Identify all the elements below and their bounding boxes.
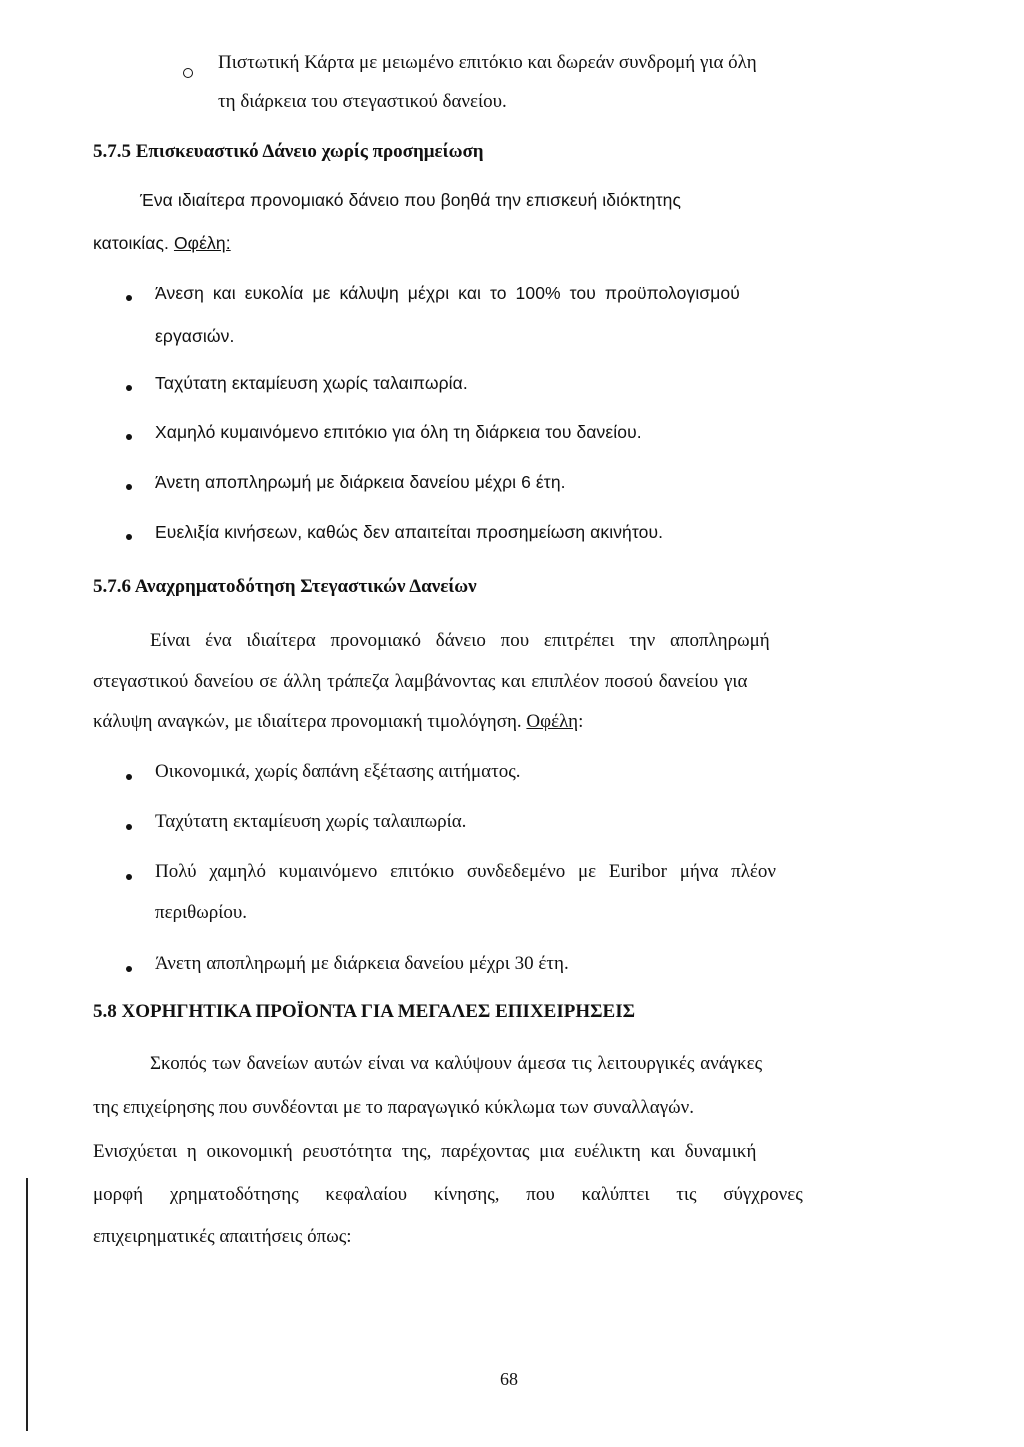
bullet-icon <box>126 484 132 490</box>
circle-bullet-icon <box>183 68 193 78</box>
continued-item-line2: τη διάρκεια του στεγαστικού δανείου. <box>218 91 507 112</box>
bullet-5-7-5-3: Χαμηλό κυμαινόμενο επιτόκιο για όλη τη διάρκεια του δανείου. <box>155 422 642 442</box>
section-heading-5-7-5: 5.7.5 Επισκευαστικό Δάνειο χωρίς προσημείωση <box>93 141 484 162</box>
section-5-8-para-line4: μορφή χρηματοδότησης κεφαλαίου κίνησης, που καλύπτει τις σύγχρονες <box>93 1184 803 1205</box>
section-5-7-6-para-line1: Είναι ένα ιδιαίτερα προνομιακό δάνειο που επιτρέπει την αποπληρωμή <box>150 630 770 651</box>
continued-item-line1: Πιστωτική Κάρτα με μειωμένο επιτόκιο και δωρεάν συνδρομή για όλη <box>218 52 757 73</box>
margin-rule <box>26 1178 28 1431</box>
bullet-5-7-5-2: Ταχύτατη εκταμίευση χωρίς ταλαιπωρία. <box>155 373 468 393</box>
bullet-5-7-5-5: Ευελιξία κινήσεων, καθώς δεν απαιτείται προσημείωση ακινήτου. <box>155 522 664 542</box>
section-heading-5-7-6: 5.7.6 Αναχρηματοδότηση Στεγαστικών Δανείων <box>93 576 477 597</box>
bullet-5-7-6-1: Οικονομικά, χωρίς δαπάνη εξέτασης αιτήματος. <box>155 761 521 782</box>
bullet-5-7-6-3-line1: Πολύ χαμηλό κυμαινόμενο επιτόκιο συνδεδεμένο με Euribor μήνα πλέον <box>155 861 776 882</box>
section-5-7-5-intro-line1: Ένα ιδιαίτερα προνομιακό δάνειο που βοηθά την επισκευή ιδιόκτητης <box>140 190 681 210</box>
page-number: 68 <box>500 1369 518 1389</box>
bullet-icon <box>126 774 132 780</box>
bullet-5-7-6-4: Άνετη αποπληρωμή με διάρκεια δανείου μέχρι 30 έτη. <box>155 953 569 974</box>
bullet-5-7-5-1-line1: Άνεση και ευκολία με κάλυψη μέχρι και το 100% του προϋπολογισμού <box>155 283 740 303</box>
bullet-icon <box>126 824 132 830</box>
bullet-5-7-5-1-line2: εργασιών. <box>155 326 235 346</box>
bullet-icon <box>126 295 132 301</box>
section-5-7-6-para-line2: στεγαστικού δανείου σε άλλη τράπεζα λαμβάνοντας και επιπλέον ποσού δανείου για <box>93 671 748 692</box>
section-5-8-para-line2: της επιχείρησης που συνδέονται με το παραγωγικό κύκλωμα των συναλλαγών. <box>93 1097 694 1118</box>
bullet-5-7-5-4: Άνετη αποπληρωμή με διάρκεια δανείου μέχρι 6 έτη. <box>155 472 566 492</box>
bullet-icon <box>126 534 132 540</box>
bullet-icon <box>126 966 132 972</box>
benefits-label: Οφέλη: <box>173 233 231 253</box>
section-5-7-6-para-line3: κάλυψη αναγκών, με ιδιαίτερα προνομιακή τιμολόγηση. Οφέλη: <box>93 711 584 732</box>
bullet-icon <box>126 434 132 440</box>
bullet-5-7-6-2: Ταχύτατη εκταμίευση χωρίς ταλαιπωρία. <box>155 811 467 832</box>
section-5-8-para-line5: επιχειρηματικές απαιτήσεις όπως: <box>93 1226 352 1247</box>
bullet-icon <box>126 385 132 391</box>
bullet-5-7-6-3-line2: περιθωρίου. <box>155 902 248 923</box>
bullet-icon <box>126 874 132 880</box>
section-5-8-para-line1: Σκοπός των δανείων αυτών είναι να καλύψουν άμεσα τις λειτουργικές ανάγκες <box>150 1053 763 1074</box>
section-heading-5-8: 5.8 ΧΟΡΗΓΗΤΙΚΑ ΠΡΟΪΟΝΤΑ ΓΙΑ ΜΕΓΑΛΕΣ ΕΠΙΧΕΙΡΗΣΕΙΣ <box>93 1001 636 1022</box>
section-5-8-para-line3: Ενισχύεται η οικονομική ρευστότητα της, παρέχοντας μια ευέλικτη και δυναμική <box>93 1141 757 1162</box>
benefits-label: Οφέλη <box>526 711 579 732</box>
section-5-7-5-intro-line2: κατοικίας. Οφέλη: <box>93 233 231 253</box>
